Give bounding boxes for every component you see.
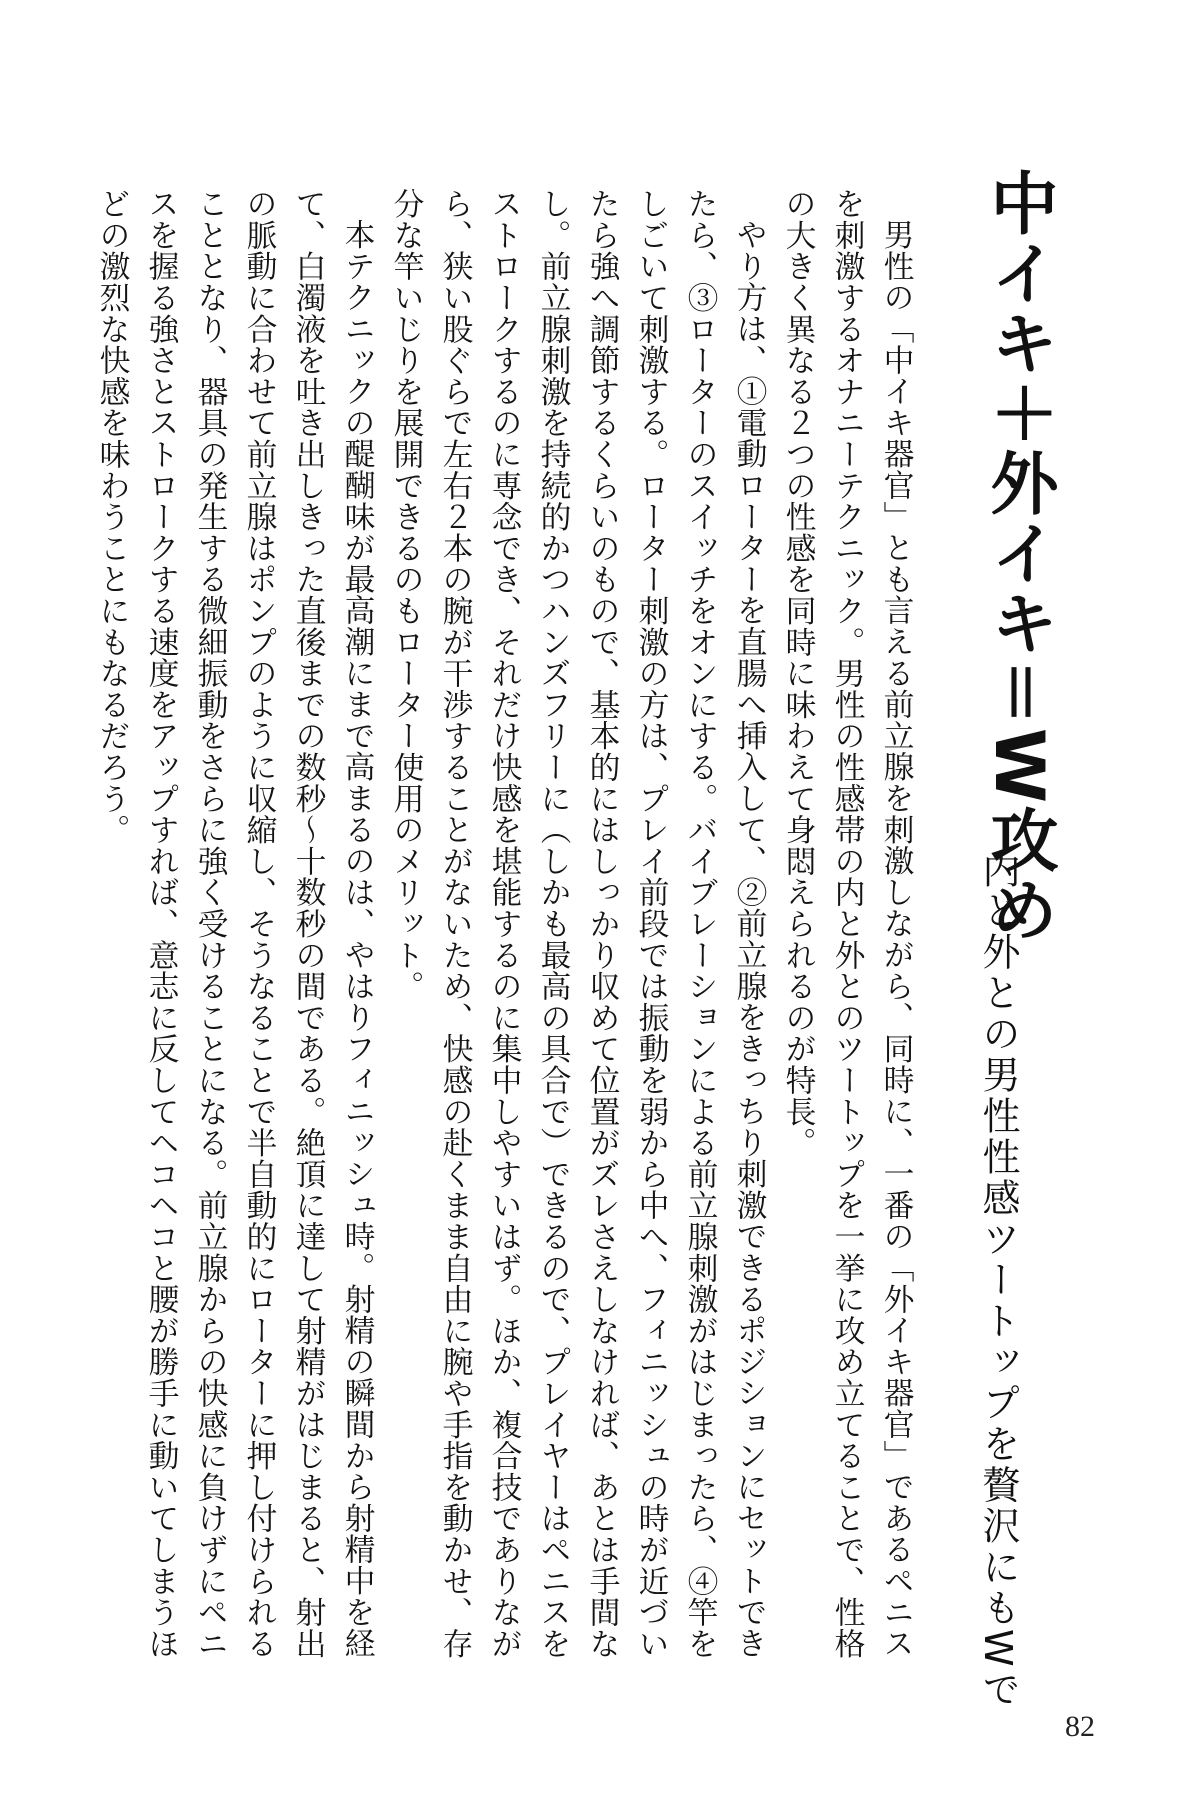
section-title: 中イキ＋外イキ＝W攻め (979, 168, 1058, 946)
section-subtitle: 内と外との男性性感ツートップを贅沢にもWで (976, 850, 1020, 1711)
paragraph-3: 本テクニックの醍醐味が最高潮にまで高まるのは、やはりフィニッシュ時。射精の瞬間から射精中を経て、白濁液を吐き出しきった直後までの数秒～十数秒の間である。絶頂に達して射精がはじまると、射出の脈動に合わせて前立腺はポンプのように収縮し、そうなることで半自動的にローターに押し付けられることとなり、器具の発生する微細振動をさらに強く受けることになる。前立腺からの快感に負けずにペニスを握る強さとストロークする速度をアップすれば、意志に反してヘコヘコと腰が勝手に動いてしまうほどの激烈な快感を味わうことにもなるだろう。 (94, 188, 375, 1660)
page-number: 82 (1065, 1710, 1095, 1743)
paragraph-2: やり方は、①電動ローターを直腸へ挿入して、②前立腺をきっちり刺激できるポジションにセットできたら、③ローターのスイッチをオンにする。バイブレーションによる前立腺刺激がはじまったら、④竿をしごいて刺激する。ローター刺激の方は、プレイ前段では振動を弱から中へ、フィニッシュの時が近づいたら強へ調節するくらいのもので、基本的にはしっかり収めて位置がズレさえしなければ、あとは手間なし。前立腺刺激を持続的かつハンズフリーに（しかも最高の具合で）できるので、プレイヤーはペニスをストロークするのに専念でき、それだけ快感を堪能するのに集中しやすいはず。ほか、複合技でありながら、狭い股ぐらで左右２本の腕が干渉することがないため、快感の赴くまま自由に腕や手指を動かせ、存分な竿いじりを展開できるのもローター使用のメリット。 (388, 188, 767, 1660)
paragraph-1: 男性の「中イキ器官」とも言える前立腺を刺激しながら、同時に、一番の「外イキ器官」であるペニスを刺激するオナニーテクニック。男性の性感帯の内と外とのツートップを一挙に攻め立てることで、性格の大きく異なる２つの性感を同時に味わえて身悶えられるのが特長。 (780, 188, 914, 1660)
body-text (94, 188, 920, 1688)
